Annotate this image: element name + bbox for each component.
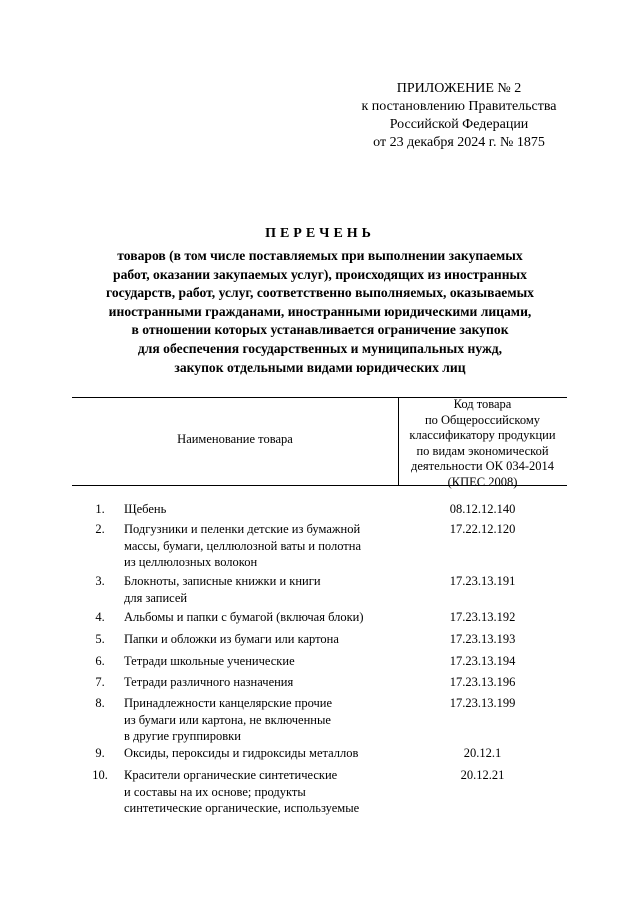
table-header-name: Наименование товара	[177, 432, 293, 446]
row-number: 1.	[95, 502, 105, 516]
row-name-line: синтетические органические, используемые	[124, 801, 360, 815]
row-name	[124, 767, 404, 817]
subtitle-line: для обеспечения государственных и муниципальных нужд,	[137, 340, 503, 356]
row-name-line: Щебень	[124, 502, 167, 516]
row-name-line: массы, бумаги, целлюлозной ваты и полотна	[124, 538, 362, 553]
row-name-line: из бумаги или картона, не включенные	[124, 712, 331, 727]
subtitle-line: работ, оказании закупаемых услуг), происходящих из иностранных	[113, 266, 527, 282]
header-code-line: (КПЕС 2008)	[447, 474, 518, 489]
appendix-decree: к постановлению Правительства	[361, 99, 557, 114]
row-name	[124, 573, 404, 606]
row-number: 2.	[95, 522, 105, 536]
appendix-country: Российской Федерации	[389, 117, 529, 132]
row-number: 8.	[95, 696, 105, 710]
row-number: 4.	[95, 610, 105, 624]
document-title: ПЕРЕЧЕНЬ	[265, 226, 375, 241]
subtitle-line: в отношении которых устанавливается ограничение закупок	[131, 322, 509, 338]
row-number: 10.	[92, 768, 108, 782]
header-code-line: деятельности ОК 034-2014	[410, 459, 555, 474]
row-name-line: для записей	[124, 590, 188, 605]
appendix-date: от 23 декабря 2024 г. № 1875	[373, 135, 545, 150]
subtitle-line: государств, работ, услуг, соответственно выполняемых, оказываемых	[106, 285, 534, 301]
row-name-line: Оксиды, пероксиды и гидроксиды металлов	[124, 746, 359, 760]
row-code: 17.23.13.193	[449, 632, 516, 646]
row-name	[124, 609, 404, 626]
row-number: 5.	[95, 632, 105, 646]
header-code-line: по Общероссийскому	[424, 412, 541, 427]
row-code: 17.23.13.199	[449, 696, 516, 710]
row-name-line: Папки и обложки из бумаги или картона	[124, 632, 339, 646]
row-name-line: из целлюлозных волокон	[124, 555, 258, 569]
row-name-line: Подгузники и пеленки детские из бумажной	[124, 522, 361, 536]
row-number: 6.	[95, 654, 105, 668]
row-code: 17.23.13.196	[449, 675, 516, 689]
row-name	[124, 745, 404, 762]
row-code: 08.12.12.140	[449, 502, 516, 516]
row-name-line: в другие группировки	[124, 729, 241, 743]
row-name-line: Тетради различного назначения	[124, 675, 294, 689]
row-number: 9.	[95, 746, 105, 760]
appendix-header	[344, 80, 574, 152]
row-name	[124, 501, 404, 518]
row-number: 7.	[95, 675, 105, 689]
subtitle-line: иностранными гражданами, иностранными юридическими лицами,	[108, 303, 532, 319]
subtitle-line: товаров (в том числе поставляемых при выполнении закупаемых	[117, 248, 523, 263]
row-code: 17.22.12.120	[449, 522, 516, 536]
row-name-line: Принадлежности канцелярские прочие	[124, 696, 333, 710]
row-number: 3.	[95, 574, 105, 588]
row-name	[124, 521, 404, 571]
appendix-title: ПРИЛОЖЕНИЕ № 2	[396, 81, 522, 96]
row-code: 17.23.13.191	[449, 574, 516, 588]
row-code: 17.23.13.194	[449, 654, 516, 668]
row-name-line: Блокноты, записные книжки и книги	[124, 574, 321, 588]
header-code-line: классификатору продукции	[409, 428, 556, 443]
row-code: 17.23.13.192	[449, 610, 516, 624]
subtitle-line: закупок отдельными видами юридических лиц	[174, 359, 466, 375]
header-code-line: по видам экономической	[416, 443, 549, 458]
header-code-line: Код товара	[453, 397, 512, 411]
row-code: 20.12.21	[460, 768, 505, 782]
document-subtitle	[60, 247, 580, 377]
row-name-line: Альбомы и папки с бумагой (включая блоки)	[124, 610, 364, 624]
row-name	[124, 695, 404, 745]
row-name	[124, 653, 404, 670]
row-name-line: и составы на их основе; продукты	[124, 784, 306, 799]
row-code: 20.12.1	[463, 746, 502, 760]
table-header-code	[398, 397, 567, 491]
row-name-line: Красители органические синтетические	[124, 768, 338, 782]
row-name	[124, 631, 404, 648]
row-name-line: Тетради школьные ученические	[124, 654, 295, 668]
row-name	[124, 674, 404, 691]
